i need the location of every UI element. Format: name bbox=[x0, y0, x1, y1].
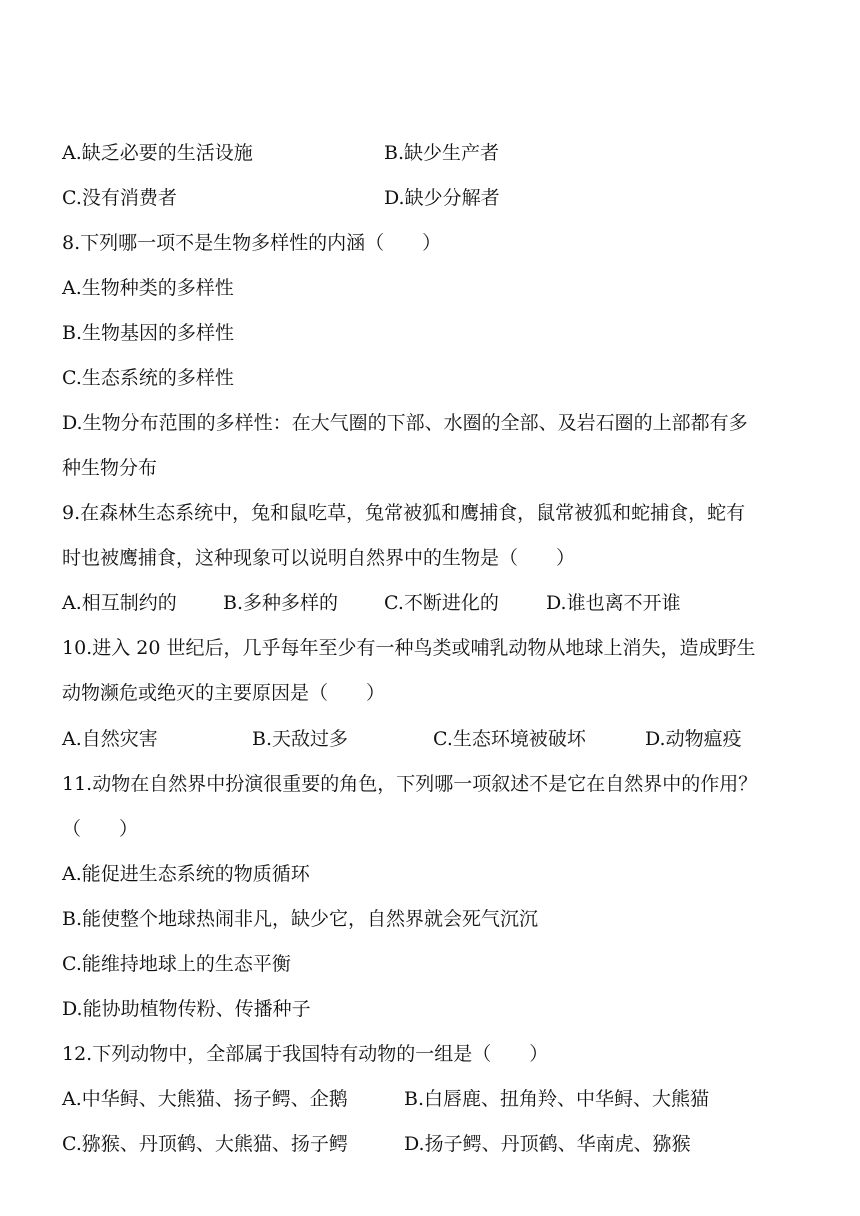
q7-option-a: A.缺乏必要的生活设施 bbox=[62, 142, 253, 164]
q8-option-c: C.生态系统的多样性 bbox=[62, 367, 234, 389]
q12-option-a: A.中华鲟、大熊猫、扬子鳄、企鹅 bbox=[62, 1088, 348, 1110]
q10-option-a: A.自然灾害 bbox=[62, 728, 158, 750]
q11-option-d: D.能协助植物传粉、传播种子 bbox=[62, 998, 311, 1020]
q8-option-b: B.生物基因的多样性 bbox=[62, 322, 235, 344]
q10-stem-line2: 动物濒危或绝灭的主要原因是（ ） bbox=[62, 682, 386, 704]
q12-option-d: D.扬子鳄、丹顶鹤、华南虎、猕猴 bbox=[404, 1133, 691, 1155]
q10-option-d: D.动物瘟疫 bbox=[645, 728, 742, 750]
q10-stem-line1: 10.进入 20 世纪后，几乎每年至少有一种鸟类或哺乳动物从地球上消失，造成野生 bbox=[62, 637, 756, 659]
q9-stem-line1: 9.在森林生态系统中，兔和鼠吃草，兔常被狐和鹰捕食，鼠常被狐和蛇捕食，蛇有 bbox=[62, 502, 746, 524]
q11-option-a: A.能促进生态系统的物质循环 bbox=[62, 863, 310, 885]
q7-option-b: B.缺少生产者 bbox=[384, 142, 500, 164]
q8-option-a: A.生物种类的多样性 bbox=[62, 277, 234, 299]
q8-option-d-line1: D.生物分布范围的多样性：在大气圈的下部、水圈的全部、及岩石圈的上部都有多 bbox=[62, 412, 748, 434]
q9-option-c: C.不断进化的 bbox=[384, 592, 499, 614]
q10-option-b: B.天敌过多 bbox=[252, 728, 349, 750]
q11-option-b: B.能使整个地球热闹非凡，缺少它，自然界就会死气沉沉 bbox=[62, 908, 539, 930]
q11-option-c: C.能维持地球上的生态平衡 bbox=[62, 953, 291, 975]
q9-stem-line2: 时也被鹰捕食，这种现象可以说明自然界中的生物是（ ） bbox=[62, 547, 576, 569]
q12-stem: 12.下列动物中，全部属于我国特有动物的一组是（ ） bbox=[62, 1043, 549, 1065]
q11-stem-line2: （ ） bbox=[62, 818, 139, 840]
q7-option-c: C.没有消费者 bbox=[62, 187, 177, 209]
q12-option-c: C.猕猴、丹顶鹤、大熊猫、扬子鳄 bbox=[62, 1133, 348, 1155]
q7-option-d: D.缺少分解者 bbox=[384, 187, 500, 209]
q8-stem: 8.下列哪一项不是生物多样性的内涵（ ） bbox=[62, 232, 442, 254]
q10-option-c: C.生态环境被破坏 bbox=[433, 728, 586, 750]
q9-option-a: A.相互制约的 bbox=[62, 592, 177, 614]
q8-option-d-line2: 种生物分布 bbox=[62, 457, 158, 479]
q12-option-b: B.白唇鹿、扭角羚、中华鲟、大熊猫 bbox=[404, 1088, 710, 1110]
q9-option-d: D.谁也离不开谁 bbox=[546, 592, 681, 614]
q9-option-b: B.多种多样的 bbox=[223, 592, 339, 614]
q11-stem-line1: 11.动物在自然界中扮演很重要的角色，下列哪一项叙述不是它在自然界中的作用？ bbox=[62, 773, 758, 795]
